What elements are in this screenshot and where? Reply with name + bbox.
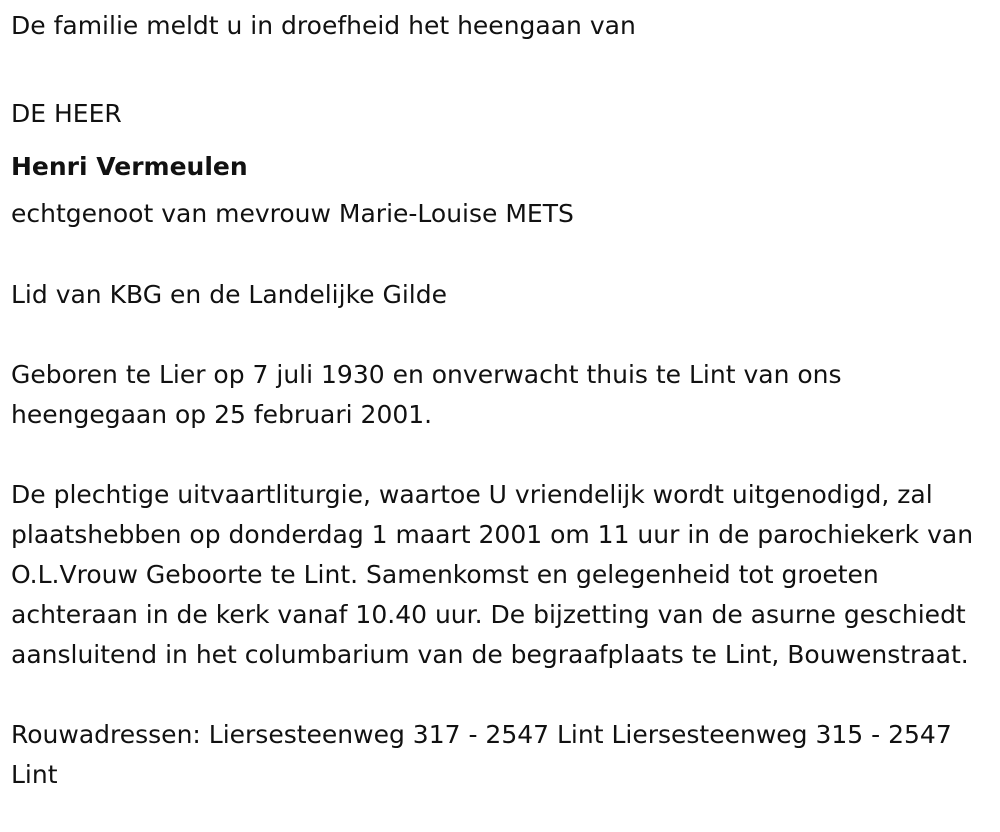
spacer <box>11 235 980 275</box>
funeral-paragraph: De plechtige uitvaartliturgie, waartoe U vriendelijk wordt uitgenodigd, zal plaatshebben op donderdag 1 maart 2001 om 11 uur in de parochiekerk van O.L.Vrouw Geboorte te Lint. Samenkomst en gelegenheid tot groeten achteraan in de kerk vanaf 10.40 uur. De bijzetting van de asurne geschiedt aansluitend in het columbarium van de begraafplaats te Lint, Bouwenstraat. <box>11 480 974 669</box>
birth-death-paragraph: Geboren te Lier op 7 juli 1930 en onverwacht thuis te Lint van ons heengegaan op 25 februari 2001. <box>11 360 842 429</box>
spacer <box>11 315 980 355</box>
intro-text: De familie meldt u in droefheid het heengaan van <box>11 11 636 40</box>
spacer <box>11 675 980 715</box>
spacer <box>11 46 980 86</box>
spacer <box>11 435 980 475</box>
spouse-line: echtgenoot van mevrouw Marie-Louise METS <box>11 199 574 228</box>
deceased-name: Henri Vermeulen <box>11 152 248 181</box>
addresses-paragraph: Rouwadressen: Liersesteenweg 317 - 2547 Lint Liersesteenweg 315 - 2547 Lint <box>11 720 952 789</box>
honorific-title: DE HEER <box>11 99 122 128</box>
membership-line: Lid van KBG en de Landelijke Gilde <box>11 280 447 309</box>
